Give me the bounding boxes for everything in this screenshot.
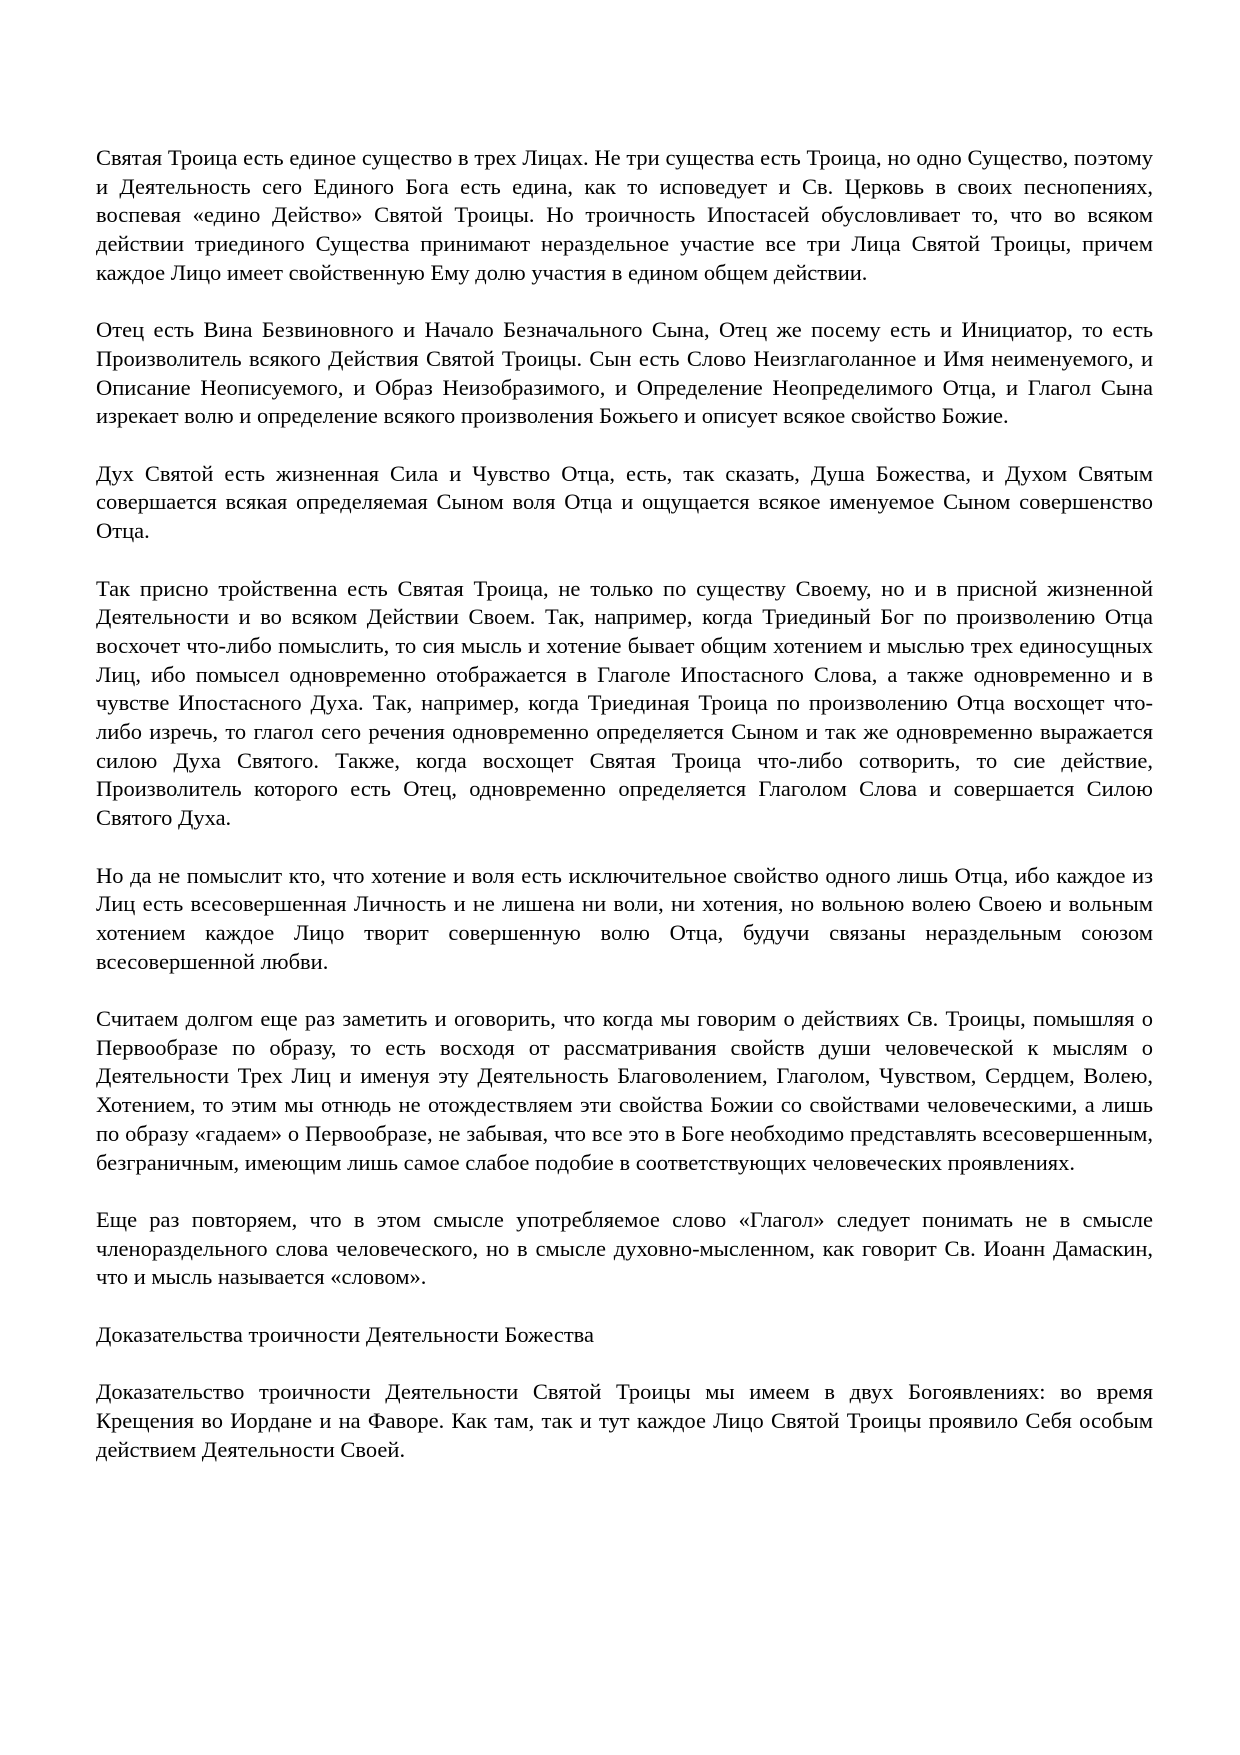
paragraph-father-initiator: Отец есть Вина Безвиновного и Начало Безначального Сына, Отец же посему есть и Инициатор, то есть Произволитель всякого Действия Святой Троицы. Сын есть Слово Неизглаголанное и Имя неименуемого, и Описание Неописуемого, и Образ Неизобразимого, и Определение Неопределимого Отца, и Глагол Сына изрекает волю и определение всякого произволения Божьего и описует всякое свойство Божие. — [96, 317, 1153, 429]
paragraph-holy-spirit: Дух Святой есть жизненная Сила и Чувство Отца, есть, так сказать, Душа Божества, и Духом Святым совершается всякая определяемая Сыном воля Отца и ощущается всякое именуемое Сыном совершенство Отца. — [96, 460, 1153, 544]
paragraph-will-of-persons: Но да не помыслит кто, что хотение и воля есть исключительное свойство одного лишь Отца, ибо каждое из Лиц есть всесовершенная Личность и не лишена ни воли, ни хотения, но вольною волею Своею и вольным хотением каждое Лицо творит совершенную волю Отца, будучи связаны нераздельным союзом всесовершенной любви. — [96, 862, 1153, 974]
paragraph-theophanies: Доказательство троичности Деятельности Святой Троицы мы имеем в двух Богоявлениях: во время Крещения во Иордане и на Фаворе. Как там, так и тут каждое Лицо Святой Троицы проявило Себя особым действием Деятельности Своей. — [96, 1379, 1153, 1462]
paragraph-trinity-one-essence: Святая Троица есть единое существо в трех Лицах. Не три существа есть Троица, но одно Существо, поэтому и Деятельность сего Единого Бога есть едина, как то исповедует и Св. Церковь в своих песнопениях, воспевая «едино Действо» Святой Троицы. Но троичность Ипостасей обусловливает то, что во всяком действии триединого Существа принимают нераздельное участие все три Лица Святой Троицы, причем каждое Лицо имеет свойственную Ему долю участия в едином общем действии. — [96, 145, 1153, 285]
paragraph-prototype-image: Считаем долгом еще раз заметить и оговорить, что когда мы говорим о действиях Св. Троицы, помышляя о Первообразе по образу, то есть восходя от рассматривания свойств души человеческой к мыслям о Деятельности Трех Лиц и именуя эту Деятельность Благоволением, Глаголом, Чувством, Сердцем, Волею, Хотением, то этим мы отнюдь не отождествляем эти свойства Божии со свойствами человеческими, а лишь по образу «гадаем» о Первообразе, не забывая, что все это в Боге необходимо представлять всесовершенным, безграничным, имеющим лишь самое слабое подобие в соответствующих человеческих проявлениях. — [96, 1006, 1153, 1175]
section-heading: Доказательства троичности Деятельности Божества — [96, 1321, 594, 1347]
document-page — [96, 144, 1153, 1493]
paragraph-triune-activity: Так присно тройственна есть Святая Троица, не только по существу Своему, но и в присной жизненной Деятельности и во всяком Действии Своем. Так, например, когда Триединый Бог по произволению Отца восхочет что-либо помыслить, то сия мысль и хотение бывает общим хотением и мыслью трех единосущных Лиц, ибо помысел одновременно отображается в Глаголе Ипостасного Слова, а также одновременно и в чувстве Ипостасного Духа. Так, например, когда Триединая Троица по произволению Отца восхощет что-либо изречь, то глагол сего речения одновременно определяется Сыном и так же одновременно выражается силою Духа Святого. Также, когда восхощет Святая Троица что-либо сотворить, то сие действие, Произволитель которого есть Отец, одновременно определяется Глаголом Слова и совершается Силою Святого Духа. — [96, 575, 1153, 831]
paragraph-word-meaning: Еще раз повторяем, что в этом смысле употребляемое слово «Глагол» следует понимать не в смысле членораздельного слова человеческого, но в смысле духовно-мысленном, как говорит Св. Иоанн Дамаскин, что и мысль называется «словом». — [96, 1206, 1153, 1290]
